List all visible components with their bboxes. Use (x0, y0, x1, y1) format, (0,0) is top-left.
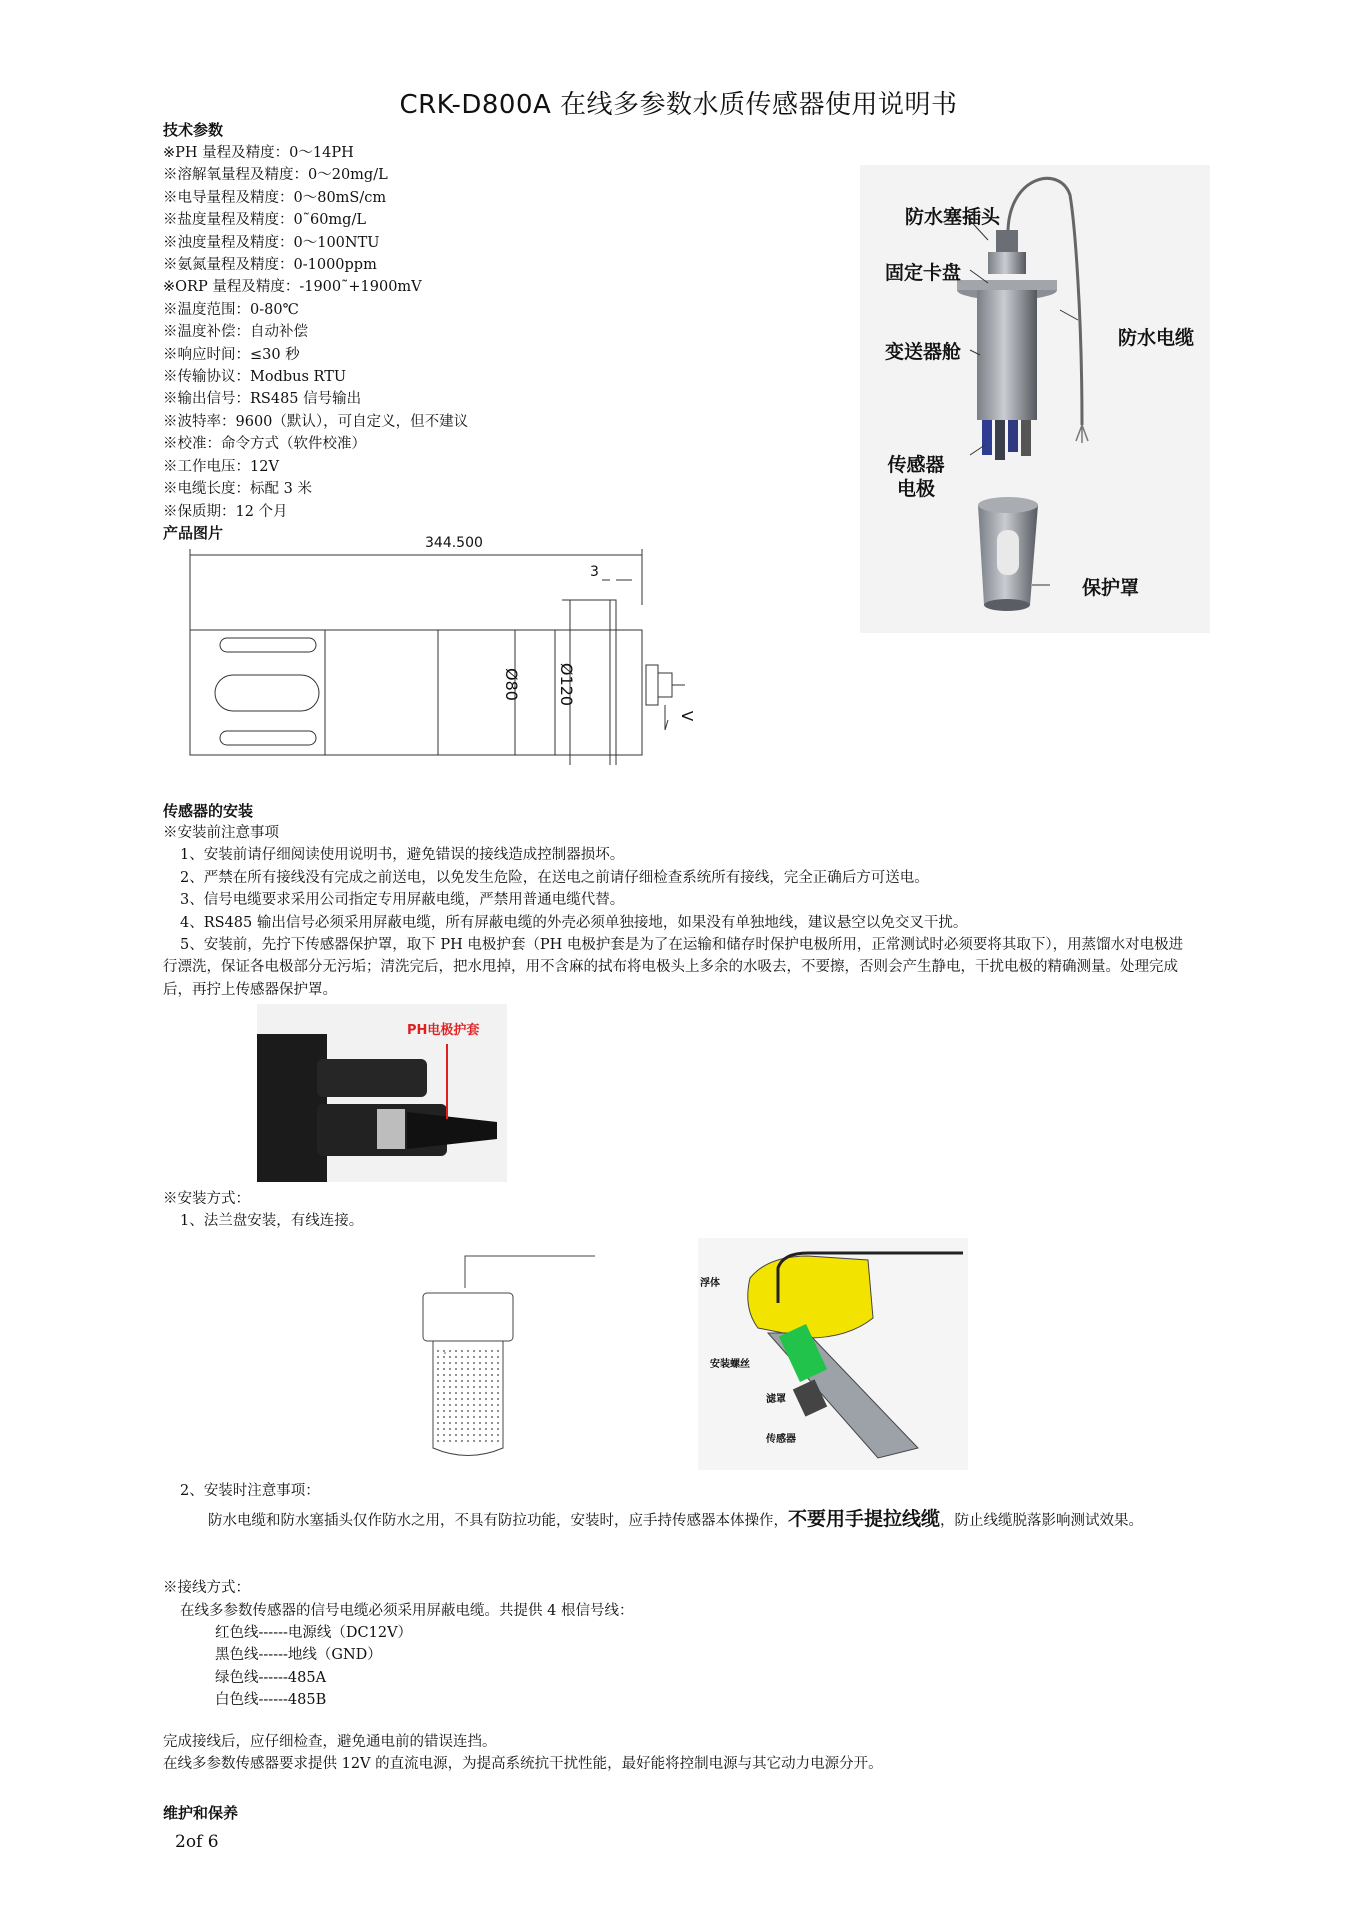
spec-item: ※电缆长度：标配 3 米 (163, 481, 312, 498)
product-photo (860, 165, 1210, 633)
callout-cover: 保护罩 (1082, 577, 1140, 599)
spec-item: ※保质期：12 个月 (163, 503, 288, 520)
method-2-bold: 不要用手提拉线缆 (788, 1508, 941, 1530)
install-note: 2、严禁在所有接线没有完成之前送电，以免发生危险，在送电之前请仔细检查系统所有接线，完全正确后方可送电。 (180, 869, 929, 886)
float-mount-illustration (698, 1238, 968, 1470)
sensor-illustration (860, 165, 1210, 633)
wiring-after-2: 在线多参数传感器要求提供 12V 的直流电源，为提高系统抗干扰性能，最好能将控制电源与其它动力电源分开。 (163, 1756, 883, 1772)
spec-item: ※工作电压：12V (163, 458, 279, 475)
spec-item: ※PH 量程及精度：0～14PH (163, 145, 354, 161)
spec-item: ※波特率：9600（默认），可自定义，但不建议 (163, 413, 469, 430)
spec-item: ※溶解氧量程及精度：0～20mg/L (163, 167, 388, 184)
method-2-title: 2、安装时注意事项： (180, 1483, 320, 1499)
filter-label: 滤罩 (766, 1394, 786, 1405)
install-heading: 传感器的安装 (163, 802, 254, 820)
spec-item: ※校准：命令方式（软件校准） (163, 436, 366, 453)
dim-length-label: 344.500 (425, 535, 483, 551)
page-title: CRK-D800A 在线多参数水质传感器使用说明书 (399, 90, 958, 120)
sensor-label: 传感器 (766, 1434, 796, 1445)
page-number: 2of 6 (175, 1832, 219, 1852)
install-note: 5、安装前，先拧下传感器保护罩，取下 PH 电极护套（PH 电极护套是为了在运输和储存时保护电极所用，正常测试时必须要将其取下），用蒸馏水对电极进行漂洗，保证各电极部分无污垢；清洗完后，把水甩掉，用不含麻的拭布将电极头上多余的水吸去，不要擦，否则会产生静电，干扰电极的精确测量。处理完成后，再拧上传感器保护罩。 (163, 937, 1184, 998)
tech-heading: 技术参数 (163, 121, 224, 139)
spec-item: ※响应时间：≤30 秒 (163, 346, 300, 363)
install-note: 1、安装前请仔细阅读使用说明书，避免错误的接线造成控制器损坏。 (180, 847, 625, 864)
product-pic-heading: 产品图片 (163, 524, 224, 542)
install-note: 3、信号电缆要求采用公司指定专用屏蔽电缆，严禁用普通电缆代替。 (180, 892, 625, 909)
install-notes-title: ※安装前注意事项 (163, 825, 279, 841)
wire-line: 红色线------电源线（DC12V） (215, 1625, 413, 1641)
method-1: 1、法兰盘安装，有线连接。 (180, 1213, 364, 1229)
spec-item: ※盐度量程及精度：0˜60mg/L (163, 212, 366, 229)
wiring-after-1: 完成接线后，应仔细检查，避免通电前的错误连挡。 (163, 1734, 497, 1750)
ph-electrode-photo (257, 1004, 507, 1182)
tech-spec-list (163, 142, 468, 523)
install-notes (163, 822, 1193, 1001)
flange-mount-illustration (395, 1238, 600, 1470)
spec-item: ※输出信号：RS485 信号输出 (163, 391, 362, 408)
wiring-title: ※接线方式： (163, 1580, 250, 1596)
spec-item: ※ORP 量程及精度：-1900˜+1900mV (163, 279, 422, 296)
callout-cabin: 变送器舱 (885, 341, 962, 363)
wire-line: 绿色线------485A (215, 1669, 327, 1686)
wire-line: 白色线------485B (215, 1692, 327, 1709)
wire-line: 黑色线------地线（GND） (215, 1647, 382, 1664)
method-2-text (163, 1506, 1193, 1534)
spec-item: ※电导量程及精度：0～80mS/cm (163, 189, 387, 206)
spec-item: ※传输协议：Modbus RTU (163, 369, 347, 386)
mesh-pattern (435, 1348, 501, 1443)
method-title: ※安装方式： (163, 1191, 250, 1207)
callout-disk: 固定卡盘 (885, 262, 962, 284)
float-svg (698, 1238, 968, 1470)
float-label: 浮体 (700, 1278, 720, 1289)
dim-v-label: V (678, 710, 697, 722)
maintenance-heading: 维护和保养 (163, 1804, 239, 1822)
install-note: 4、RS485 输出信号必须采用屏蔽电缆，所有屏蔽电缆的外壳必须单独接地，如果没有单独地线，建议悬空以免交叉干扰。 (180, 914, 968, 931)
callout-electrode: 传感器电极 (887, 454, 945, 500)
spec-item: ※温度范围：0-80℃ (163, 301, 299, 318)
method-2-b: ，防止线缆脱落影响测试效果。 (940, 1513, 1144, 1529)
ph-label: PH电极护套 (407, 1023, 480, 1038)
dimension-svg (160, 535, 720, 765)
spec-item: ※温度补偿：自动补偿 (163, 324, 308, 341)
wiring-lines (215, 1622, 412, 1712)
screw-label: 安装螺丝 (710, 1359, 750, 1370)
spec-item: ※浊度量程及精度：0～100NTU (163, 234, 380, 251)
method-2-a: 防水电缆和防水塞插头仅作防水之用，不具有防拉功能，安装时，应手持传感器本体操作， (208, 1513, 788, 1529)
spec-item: ※氨氮量程及精度：0-1000ppm (163, 257, 377, 274)
dim-flange-label: 3 (590, 564, 599, 580)
wiring-intro: 在线多参数传感器的信号电缆必须采用屏蔽电缆。共提供 4 根信号线： (180, 1603, 634, 1619)
dim-d120-label: Ø120 (557, 662, 577, 707)
dimension-drawing (160, 535, 720, 765)
callout-cable: 防水电缆 (1118, 327, 1195, 349)
dim-d80-label: Ø80 (501, 668, 521, 701)
callout-plug: 防水塞插头 (905, 206, 1001, 228)
